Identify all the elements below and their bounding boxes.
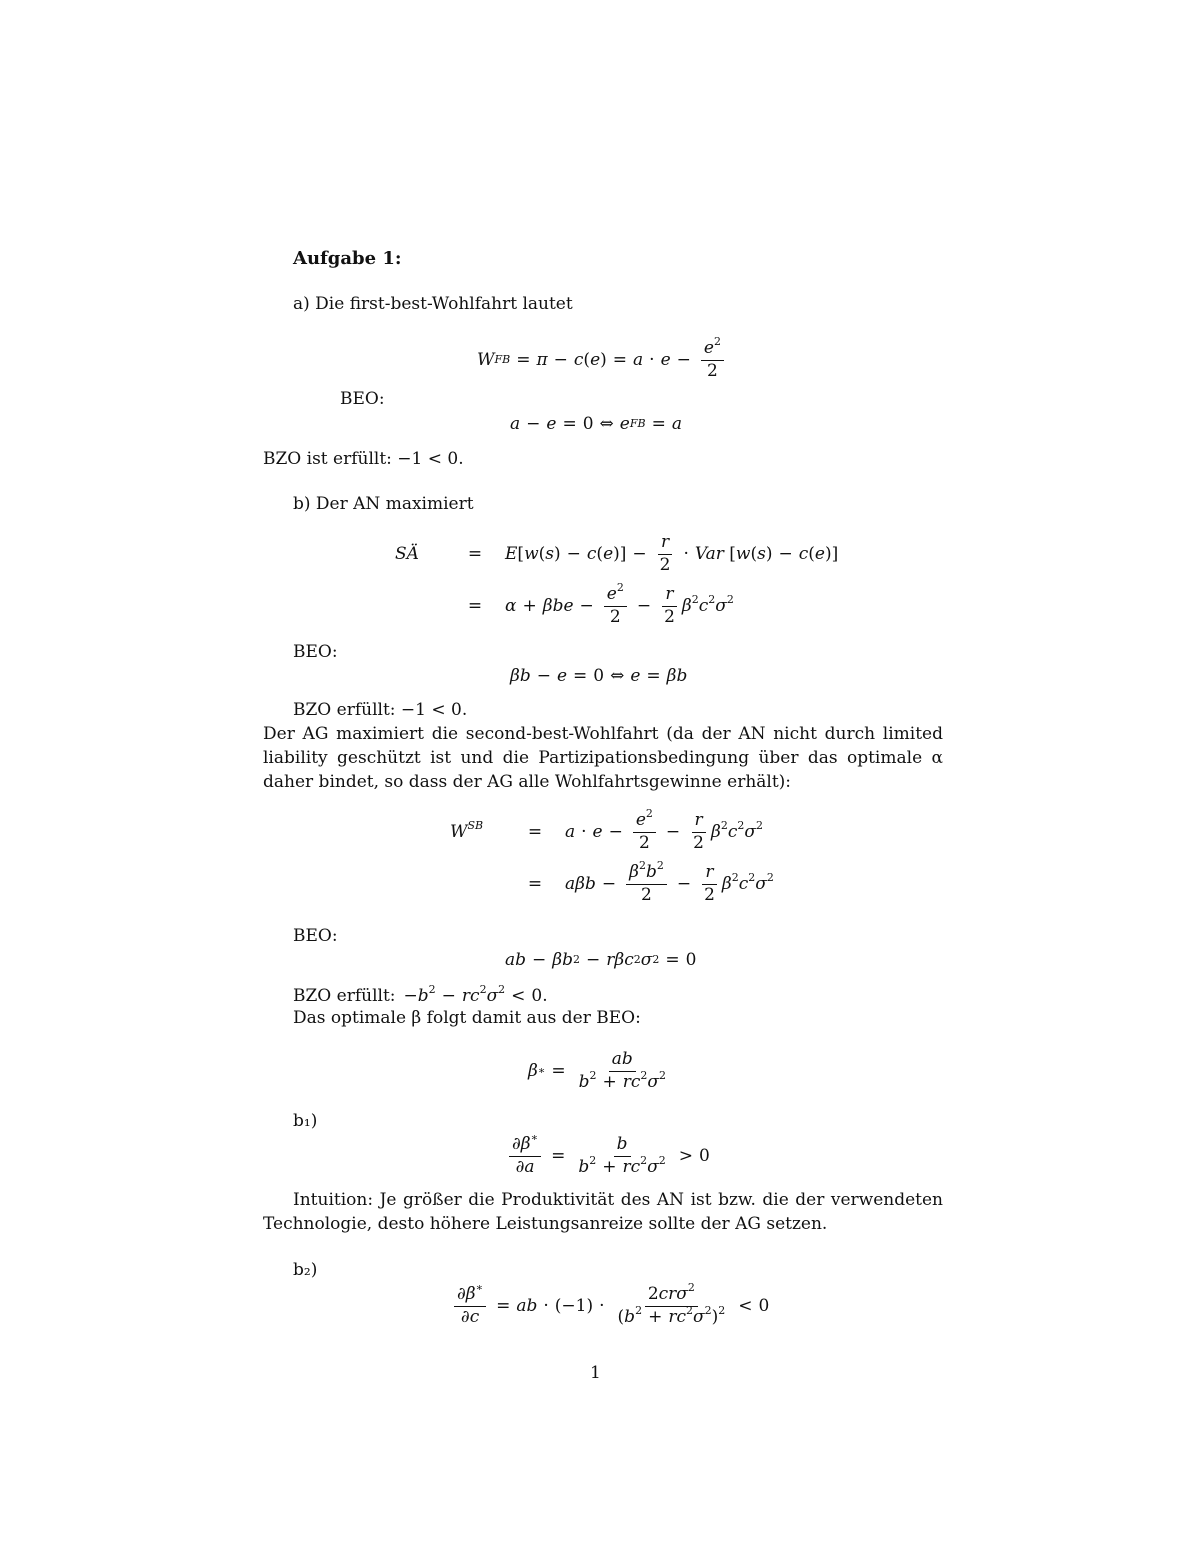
optimal-beta-text: Das optimale β folgt damit aus der BEO: <box>293 1008 641 1028</box>
part-a-intro: a) Die first-best-Wohlfahrt lautet <box>293 294 573 314</box>
part-b-bzo2-label: BZO erfüllt: <box>293 986 396 1006</box>
part-b-bzo2: BZO erfüllt: $-b^2 - rc^2\sigma^2 < 0$. <box>293 983 548 1006</box>
page-number: 1 <box>590 1363 601 1383</box>
part-a-beo-label: BEO: <box>340 389 385 409</box>
part-b-beo2-label: BEO: <box>293 926 338 946</box>
part-b1-intuition: Intuition: Je größer die Produktivität des AN ist bzw. die der verwendeten Technologie, desto höhere Leistungsanreize sollte der AG setzen. <box>263 1190 943 1234</box>
equation-derivative-a: $\frac{\partial\beta^∗}{\partial a}$ = $\frac{b}{b^2 + rc^2\sigma^2}$ > 0 <box>505 1130 710 1182</box>
part-a-bzo: BZO ist erfüllt: −1 < 0. <box>263 449 464 469</box>
heading: Aufgabe 1: <box>293 248 402 269</box>
equation-first-best-effort: a − e = 0 ⇔ e FB = a <box>510 414 682 434</box>
part-b-beo-label: BEO: <box>293 642 338 662</box>
part-b-paragraph: Der AG maximiert die second-best-Wohlfahrt (da der AN nicht durch limited liability geschützt ist und die Partizipationsbedingung über das optimale α daher bindet, so dass der AG alle Wohlfahrtsgewinne erhält): <box>263 724 943 792</box>
equation-optimal-beta: β ∗ = $\frac{ab}{b^2 + rc^2\sigma^2}$ <box>528 1048 666 1092</box>
equation-beo-second-best: ab − βb 2 − rβc 2 σ 2 = 0 <box>505 950 697 970</box>
equation-second-best-welfare: $W^{SB}$ = a · e − $\frac{e^2}{2}$ − $\frac{r}{2}$ $\beta^2c^2\sigma^2$ = aβb − $\frac{\beta^2b^2}{2}$ − $\frac{r}{2}$ $\beta^2c^2\sigma^2$ <box>450 806 774 905</box>
equation-optimal-effort: βb − e = 0 ⇔ e = βb <box>510 666 688 686</box>
equation-certainty-equivalent: SÄ = E[w(s) − c(e)] − $\frac{r}{2}$ · Var [w(s) − c(e)] = α + βbe − $\frac{e^2}{2}$ − $\frac{r}{2}$ $\beta^2c^2\sigma^2$ <box>395 531 839 627</box>
part-b-intro: b) Der AN maximiert <box>293 494 474 514</box>
part-b1-label: b₁) <box>293 1111 318 1131</box>
equation-derivative-c: $\frac{\partial\beta^∗}{\partial c}$ = ab · (−1) · $\frac{2cr\sigma^2}{(b^2 + rc^2\sigma^2)^2}$ < 0 <box>450 1280 769 1332</box>
equation-first-best-welfare: W FB = π − c ( e ) = a · e − $\frac{e^2}{2}$ <box>477 336 728 384</box>
part-b2-label: b₂) <box>293 1260 318 1280</box>
part-b-bzo: BZO erfüllt: −1 < 0. <box>293 700 468 720</box>
